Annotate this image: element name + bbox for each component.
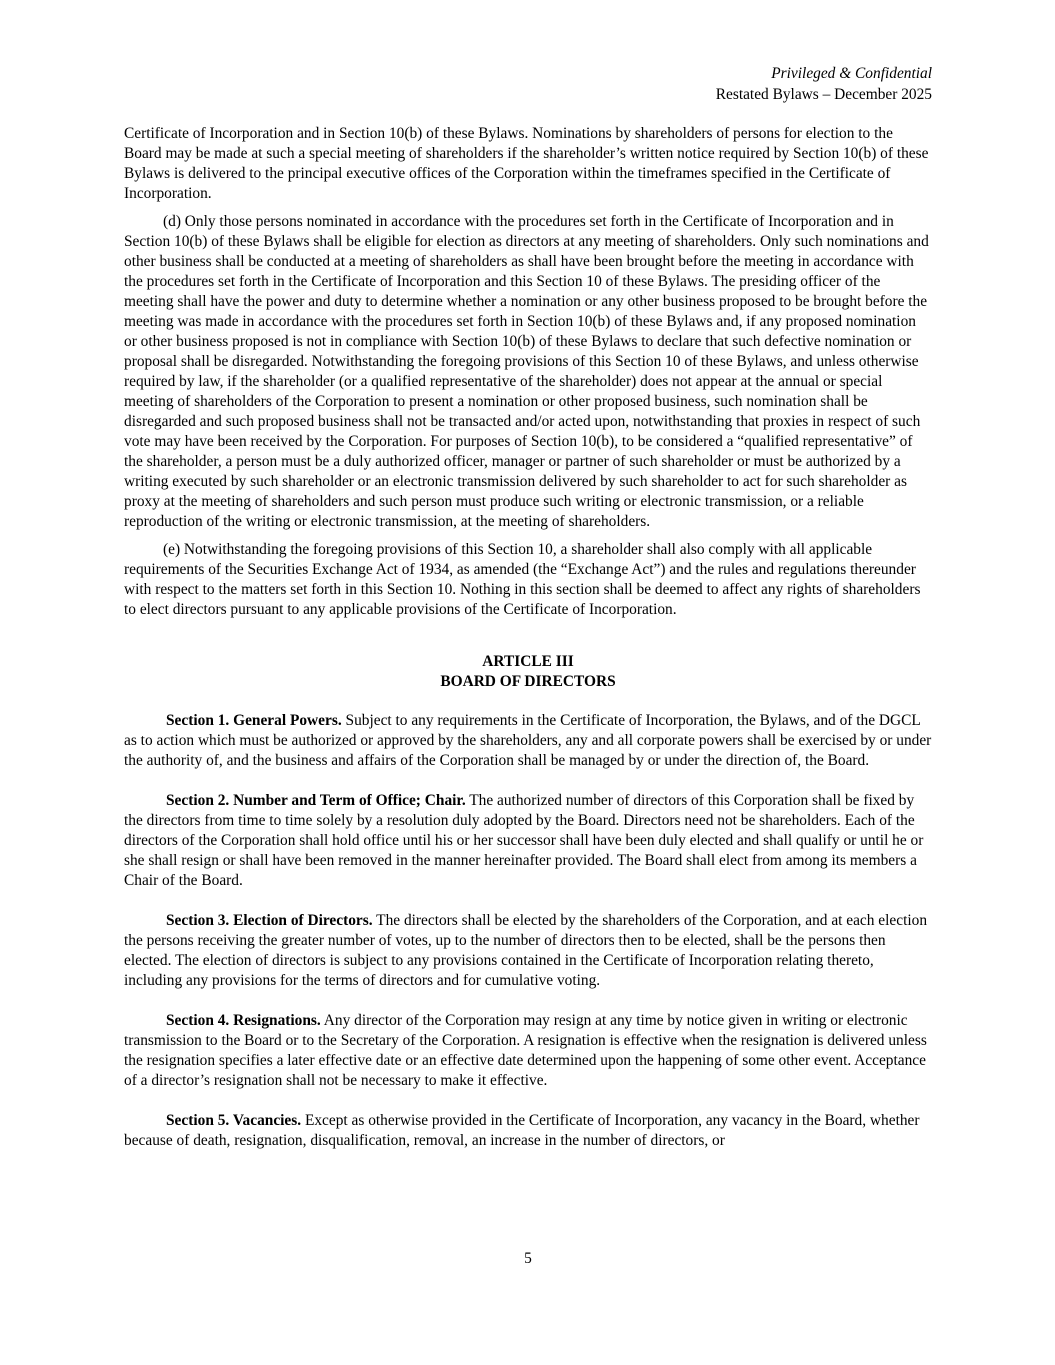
article-number: ARTICLE III [482, 653, 574, 670]
confidentiality-notice: Privileged & Confidential [771, 65, 932, 82]
section-1-text: Subject to any requirements in the Certificate of Incorporation, the Bylaws, and of the DGCL as to action which must be authorized or approved by the shareholders, any and all corporate powers shall be exercised by or under the authority of, and the business and affairs of the Corporation shall be managed by or under the direction of, the Board. [124, 712, 932, 769]
section-1-heading: Section 1. General Powers. [166, 712, 342, 729]
section-3 [124, 911, 932, 991]
document-body [124, 124, 932, 1151]
article-title: BOARD OF DIRECTORS [440, 673, 616, 690]
paragraph-d: (d) Only those persons nominated in accordance with the procedures set forth in the Certificate of Incorporation and in Section 10(b) of these Bylaws shall be eligible for election as directors at any meeting of shareholders. Only such nominations and other business shall be conducted at a meeting of shareholders as shall have been brought before the meeting in accordance with the procedures set forth in the Certificate of Incorporation and this Section 10 of these Bylaws. The presiding officer of the meeting shall have the power and duty to determine whether a nomination or any other business proposed to be brought before the meeting was made in accordance with the procedures set forth in Section 10(b) of these Bylaws and, if any proposed nomination or other business proposed is not in compliance with Section 10(b) of these Bylaws to declare that such defective nomination or proposal shall be disregarded. Notwithstanding the foregoing provisions of this Section 10 of these Bylaws, and unless otherwise required by law, if the shareholder (or a qualified representative of the shareholder) does not appear at the annual or special meeting of shareholders of the Corporation to present a nomination or other proposed business, such nomination shall be disregarded and such proposed business shall not be transacted and/or acted upon, notwithstanding that proxies in respect of such vote may have been received by the Corporation. For purposes of Section 10(b), to be considered a “qualified representative” of the shareholder, a person must be a duly authorized officer, manager or partner of such shareholder or must be authorized by a writing executed by such shareholder or an electronic transmission delivered by such shareholder to act for such shareholder as proxy at the meeting of shareholders and such person must produce such writing or electronic transmission, or a reliable reproduction of the writing or electronic transmission, at the meeting of shareholders. [124, 213, 929, 530]
section-3-text: The directors shall be elected by the shareholders of the Corporation, and at each election the persons receiving the greater number of votes, up to the number of directors then to be elected, shall be the persons then elected. The election of directors is subject to any provisions contained in the Certificate of Incorporation relating thereto, including any provisions for the terms of directors and for cumulative voting. [124, 912, 928, 989]
section-5-text: Except as otherwise provided in the Certificate of Incorporation, any vacancy in the Board, whether because of death, resignation, disqualification, removal, an increase in the number of directors, or [124, 1112, 920, 1149]
section-5 [124, 1111, 932, 1151]
section-4-heading: Section 4. Resignations. [166, 1012, 321, 1029]
page-header [716, 63, 932, 105]
document-title: Restated Bylaws – December 2025 [715, 86, 932, 103]
section-4-text: Any director of the Corporation may resign at any time by notice given in writing or electronic transmission to the Board or to the Secretary of the Corporation. A resignation is effective when the resignation is delivered unless the resignation specifies a later effective date or an effective date determined upon the happening of some other event. Acceptance of a director’s resignation shall not be necessary to make it effective. [124, 1012, 927, 1089]
section-2-text: The authorized number of directors of this Corporation shall be fixed by the directors from time to time solely by a resolution duly adopted by the Board. Directors need not be shareholders. Each of the directors of the Corporation shall hold office until his or her successor shall have been duly elected and shall qualify or until he or she shall resign or shall have been removed in the manner hereinafter provided. The Board shall elect from among its members a Chair of the Board. [124, 792, 924, 889]
page-number: 5 [524, 1250, 532, 1267]
section-5-heading: Section 5. Vacancies. [166, 1112, 302, 1129]
section-2-heading: Section 2. Number and Term of Office; Chair. [166, 792, 466, 809]
section-2 [124, 791, 932, 891]
section-4 [124, 1011, 932, 1091]
document-page [124, 0, 932, 1365]
paragraph-e: (e) Notwithstanding the foregoing provisions of this Section 10, a shareholder shall also comply with all applicable requirements of the Securities Exchange Act of 1934, as amended (the “Exchange Act”) and the rules and regulations thereunder with respect to the matters set forth in this Section 10. Nothing in this section shall be deemed to affect any rights of shareholders to elect directors pursuant to any applicable provisions of the Certificate of Incorporation. [124, 541, 921, 618]
section-1 [124, 711, 932, 771]
paragraph-c-continued: Certificate of Incorporation and in Section 10(b) of these Bylaws. Nominations by shareholders of persons for election to the Board may be made at such a special meeting of shareholders if the shareholder’s written notice required by Section 10(b) of these Bylaws is delivered to the principal executive offices of the Corporation within the timeframes specified in the Certificate of Incorporation. [124, 125, 929, 202]
article-heading [124, 652, 932, 692]
section-3-heading: Section 3. Election of Directors. [166, 912, 373, 929]
